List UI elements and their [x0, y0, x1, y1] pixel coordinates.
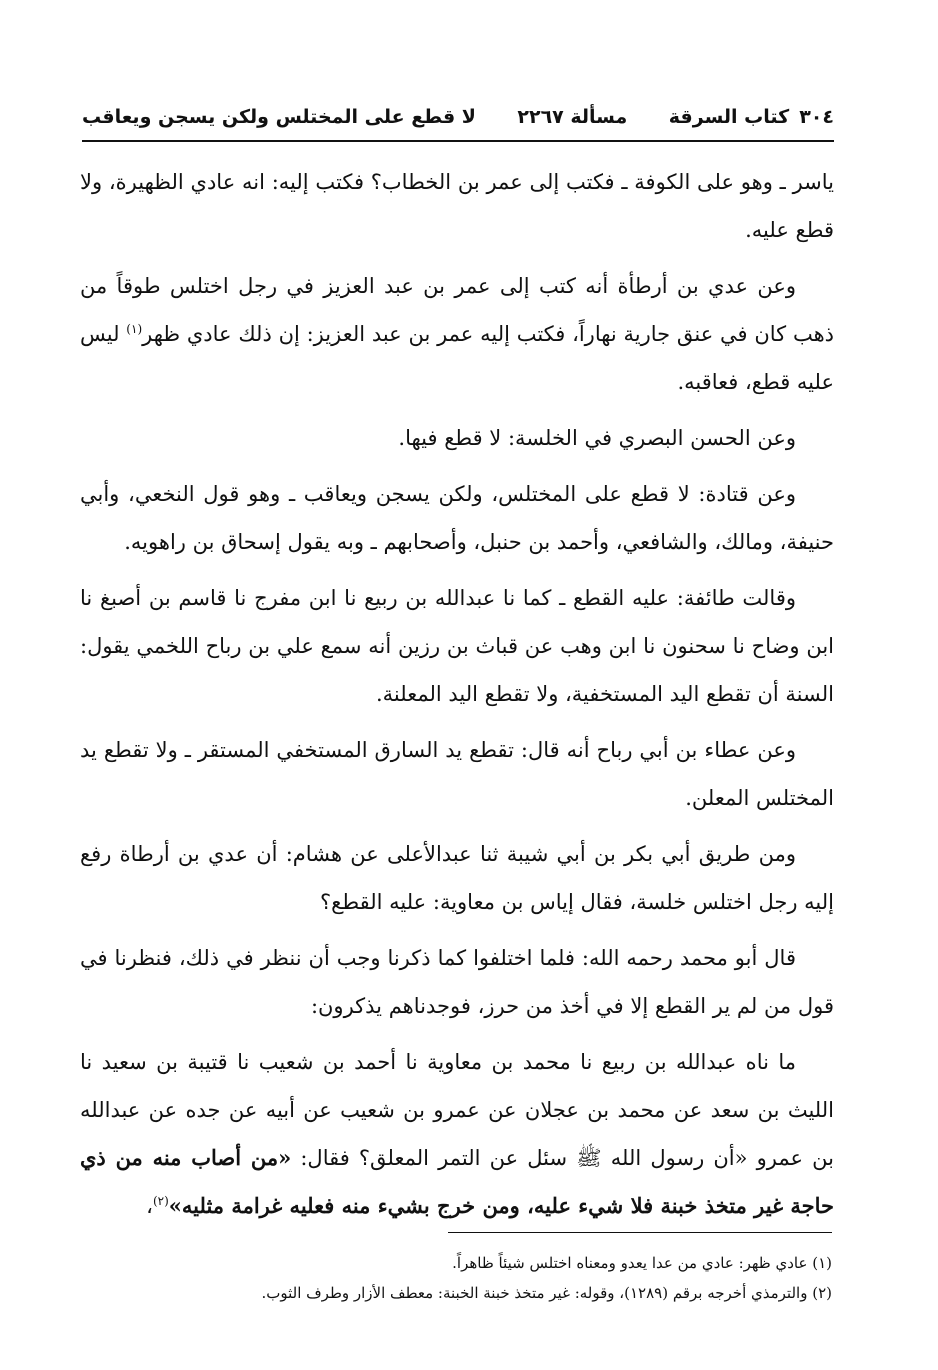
- book-title: كتاب السرقة: [668, 106, 790, 128]
- paragraph: وعن عطاء بن أبي رباح أنه قال: تقطع يد السارق المستخفي المستقر ـ ولا تقطع يد المختلس المعلن.: [80, 738, 834, 810]
- paragraph-text: وعن عدي بن أرطأة أنه كتب إلى عمر بن عبد العزيز في رجل اختلس طوقاً من ذهب كان في عنق جارية نهاراً، فكتب إليه عمر بن عبد العزيز: إن ذلك عادي ظهر: [80, 274, 834, 346]
- footnote-marker: (٢): [152, 1194, 169, 1208]
- paragraph: ومن طريق أبي بكر بن أبي شيبة ثنا عبدالأعلى عن هشام: أن عدي بن أرطاة رفع إليه رجل اختلس خلسة، فقال إياس بن معاوية: عليه القطع؟: [80, 842, 834, 914]
- paragraph: [80, 1038, 834, 1230]
- paragraph: وعن الحسن البصري في الخلسة: لا قطع فيها.: [398, 426, 796, 450]
- header-right: [669, 106, 834, 128]
- paragraph: قال أبو محمد رحمه الله: فلما اختلفوا كما ذكرنا وجب أن ننظر في ذلك، فنظرنا في قول من لم ير القطع إلا في أخذ من حرز، فوجدناهم يذكرون:: [80, 946, 834, 1018]
- paragraph: ياسر ـ وهو على الكوفة ـ فكتب إلى عمر بن الخطاب؟ فكتب إليه: انه عادي الظهيرة، ولا قطع عليه.: [80, 170, 834, 242]
- issue-number: مسألة ٢٢٦٧: [517, 106, 628, 128]
- paragraph-end: ،: [146, 1194, 153, 1218]
- paragraph-tail: ليس عليه قطع، فعاقبه.: [80, 322, 834, 394]
- chapter-title: لا قطع على المختلس ولكن يسجن ويعاقب: [82, 106, 476, 128]
- paragraph-text: ما ناه عبدالله بن ربيع نا محمد بن معاوية نا أحمد بن شعيب نا قتيبة بن سعيد نا الليث بن سعد عن محمد بن عجلان عن عمرو بن شعيب عن أبيه عن جده عن عبدالله بن عمرو «أن رسول الله ﷺ سئل عن التمر المعلق؟ فقال:: [80, 1050, 834, 1170]
- footnote: (٢) والترمذي أخرجه برقم (١٢٨٩)، وقوله: غير متخذ خبنة الخبنة: معطف الأزار وطرف الثوب.: [261, 1284, 832, 1302]
- page-number: ٣٠٤: [799, 106, 834, 128]
- paragraph: [80, 262, 834, 406]
- footnotes: [80, 1248, 832, 1308]
- header-rule: [82, 140, 834, 142]
- footnote: (١) عادي ظهر: عادي من عدا يعدو ومعناه اختلس شيئاً ظاهراً.: [452, 1254, 832, 1272]
- footnote-rule: [448, 1232, 832, 1233]
- paragraph: وعن قتادة: لا قطع على المختلس، ولكن يسجن ويعاقب ـ وهو قول النخعي، وأبي حنيفة، ومالك، والشافعي، وأحمد بن حنبل، وأصحابهم ـ وبه يقول إسحاق بن راهويه.: [80, 482, 834, 554]
- main-text: [80, 158, 834, 1238]
- paragraph: وقالت طائفة: عليه القطع ـ كما نا عبدالله بن ربيع نا ابن مفرج نا قاسم بن أصبغ نا ابن وضاح نا سحنون نا ابن وهب عن قباث بن رزين أنه سمع علي بن رباح اللخمي يقول: السنة أن تقطع اليد المستخفية، ولا تقطع اليد المعلنة.: [80, 586, 834, 706]
- hadith-text: «من أصاب منه من ذي حاجة غير متخذ خبنة فلا شيء عليه، ومن خرج بشيء منه فعليه غرامة مثليه»: [80, 1145, 834, 1218]
- running-header: [82, 100, 834, 134]
- footnote-marker: (١): [126, 322, 143, 336]
